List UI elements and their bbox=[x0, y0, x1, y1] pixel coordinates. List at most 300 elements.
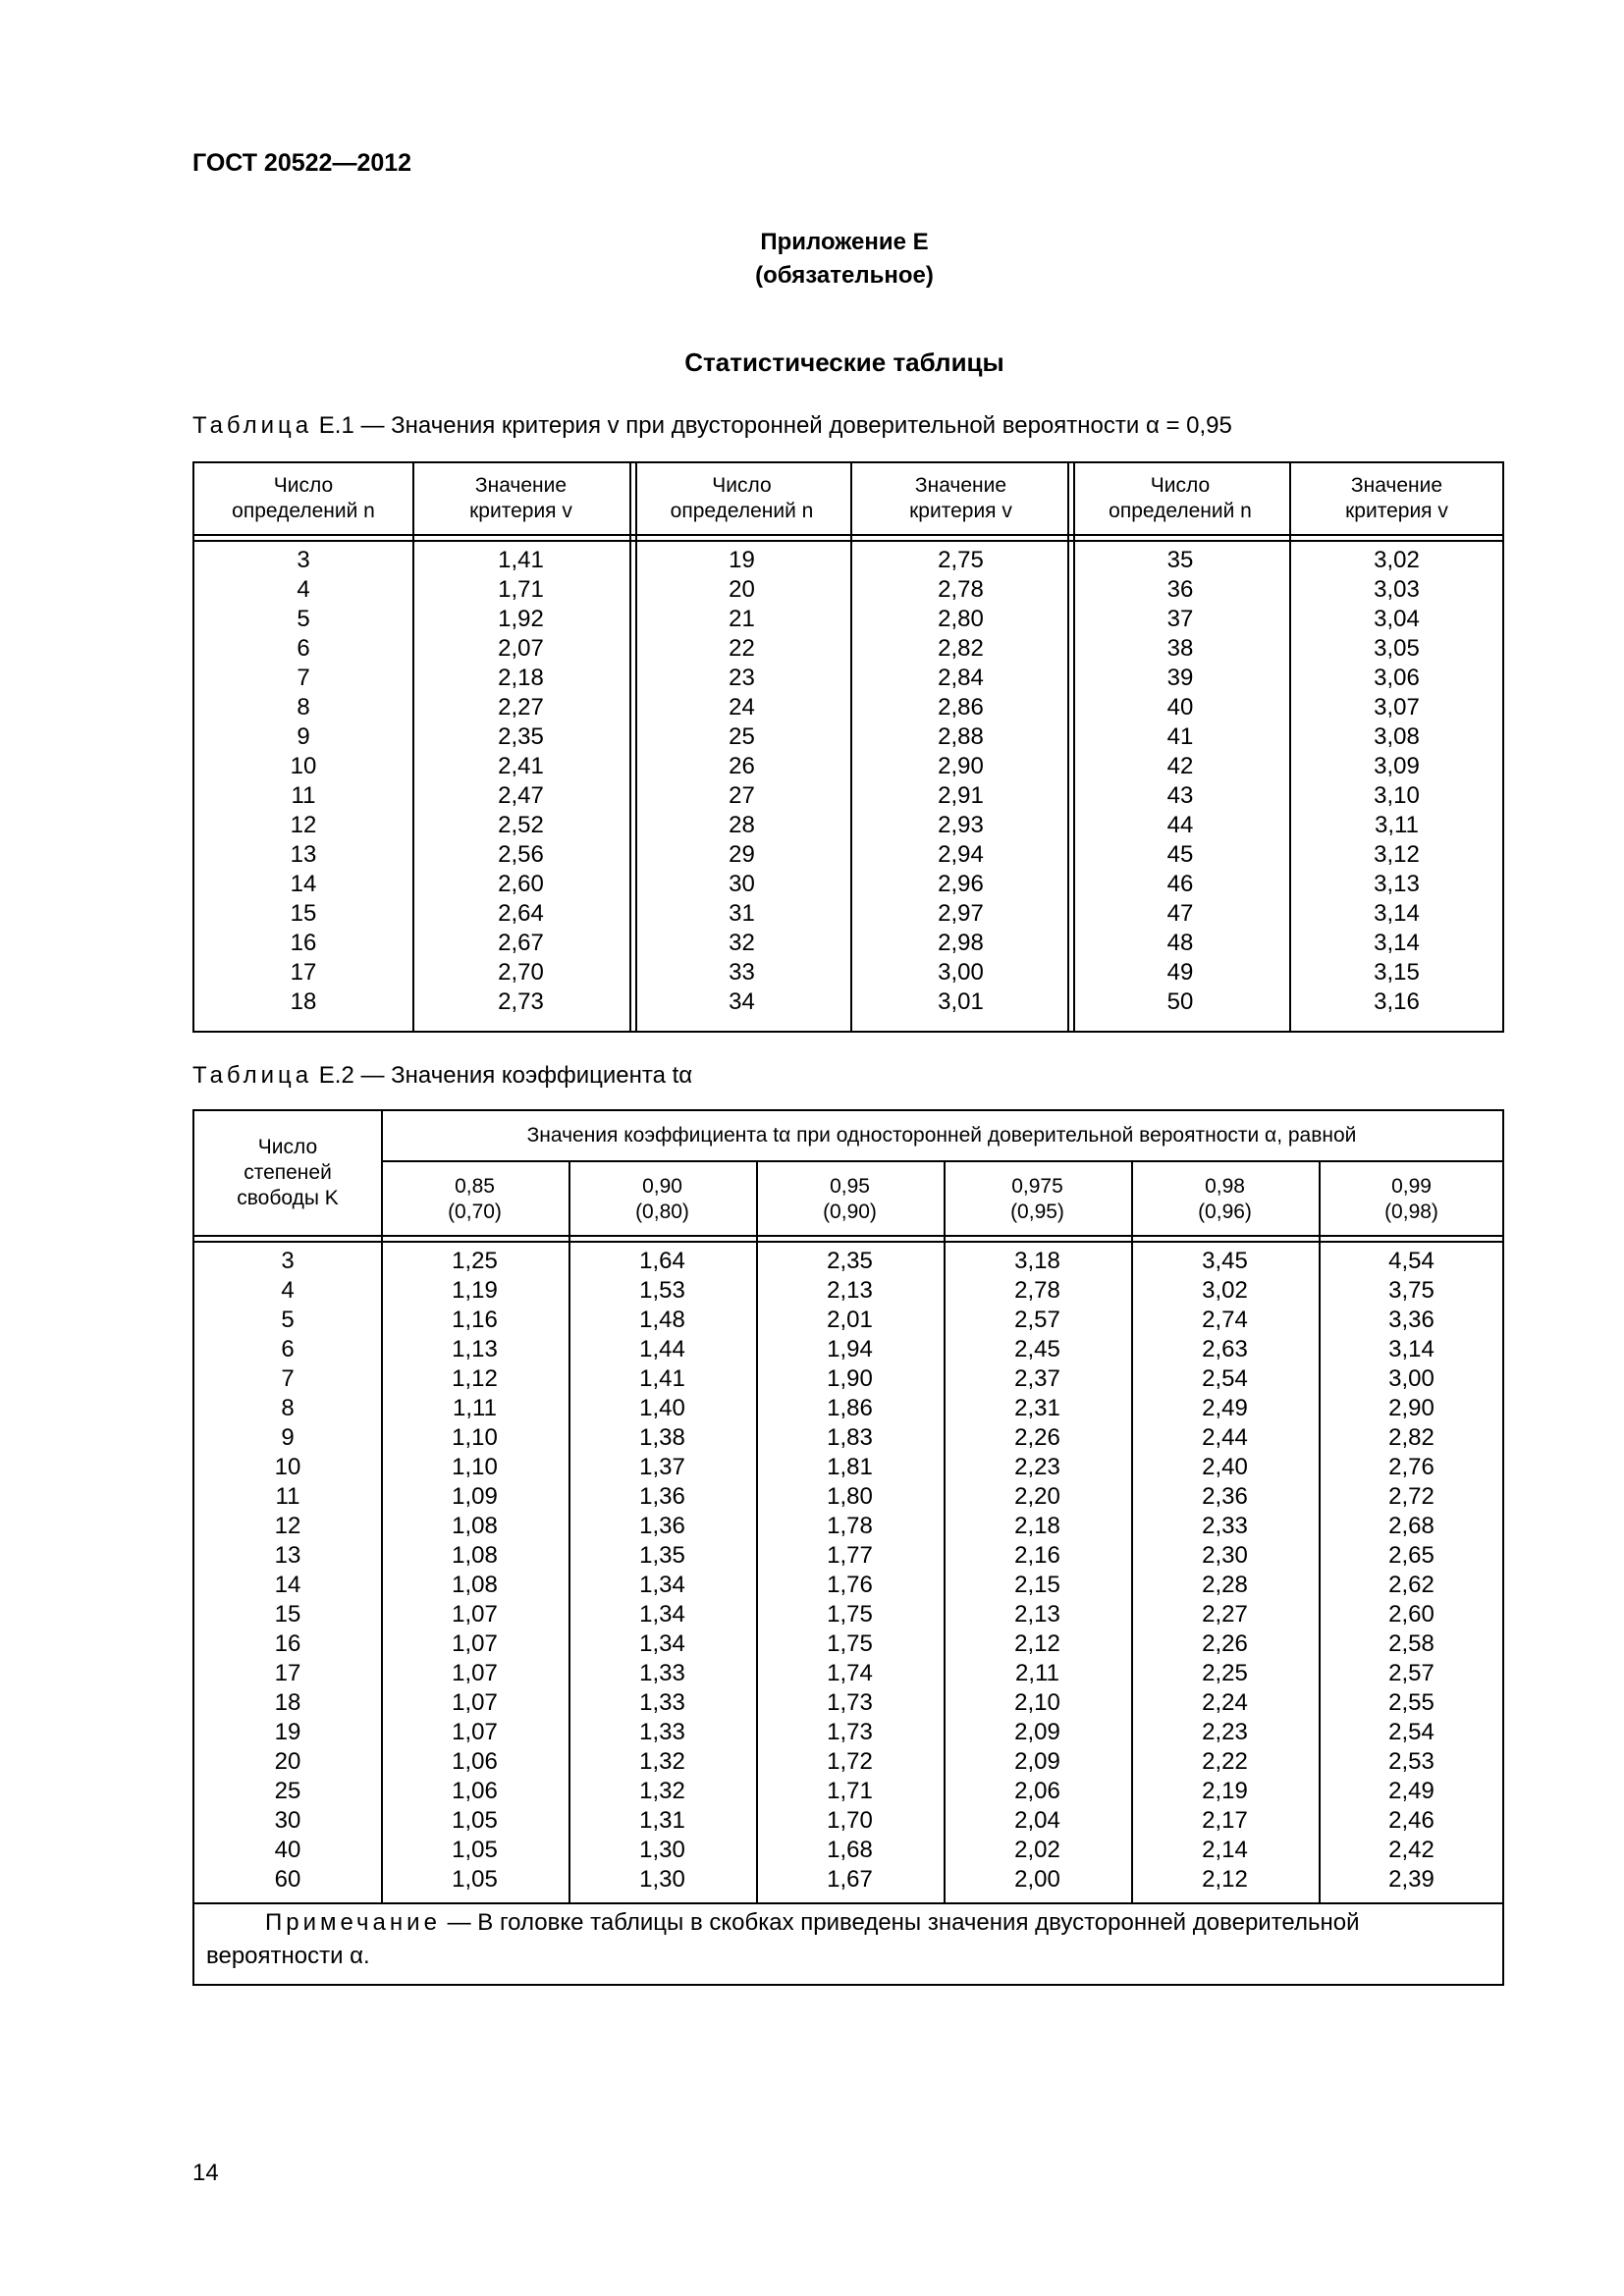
table-cell: 30 bbox=[729, 871, 755, 897]
table-cell: 1,41 bbox=[639, 1365, 685, 1392]
table-cell: 50 bbox=[1166, 988, 1194, 1015]
header-line: Значение bbox=[914, 474, 1007, 497]
table2-note bbox=[194, 1906, 1502, 1973]
table-cell: 10 bbox=[290, 753, 317, 779]
table1-header-rule bbox=[194, 534, 1502, 542]
table-cell: 3,14 bbox=[1374, 930, 1420, 956]
table-cell: 2,14 bbox=[1202, 1837, 1248, 1863]
table-cell: 2,19 bbox=[1202, 1778, 1248, 1804]
table1-column-header bbox=[194, 473, 412, 524]
table1-column-header bbox=[1071, 473, 1289, 524]
table-cell: 10 bbox=[274, 1454, 301, 1480]
table-cell: 2,84 bbox=[938, 665, 984, 691]
table-cell: 48 bbox=[1166, 930, 1194, 956]
table-cell: 2,27 bbox=[1202, 1601, 1248, 1628]
table-cell: 1,68 bbox=[827, 1837, 873, 1863]
table-cell: 3,05 bbox=[1374, 635, 1420, 662]
table-cell: 1,37 bbox=[639, 1454, 685, 1480]
table-cell: 2,64 bbox=[498, 900, 544, 927]
table-cell: 5 bbox=[297, 606, 310, 632]
table-cell: 33 bbox=[729, 959, 755, 986]
table-cell: 2,96 bbox=[938, 871, 984, 897]
header-line: Значение bbox=[1350, 474, 1443, 497]
table2-column bbox=[194, 1247, 381, 1895]
table-cell: 3,02 bbox=[1202, 1277, 1248, 1304]
table-cell: 3,45 bbox=[1202, 1248, 1248, 1274]
table-cell: 3 bbox=[281, 1248, 295, 1274]
table-cell: 1,07 bbox=[452, 1660, 498, 1686]
table-cell: 1,07 bbox=[452, 1719, 498, 1745]
table-cell: 2,15 bbox=[1014, 1572, 1060, 1598]
table-cell: 2,25 bbox=[1202, 1660, 1248, 1686]
table-cell: 25 bbox=[729, 723, 755, 750]
table-cell: 43 bbox=[1166, 782, 1194, 809]
header-line: (0,70) bbox=[448, 1201, 502, 1223]
table-cell: 2,65 bbox=[1388, 1542, 1435, 1569]
table-cell: 40 bbox=[274, 1837, 301, 1863]
table-cell: 1,06 bbox=[452, 1778, 498, 1804]
table-cell: 1,41 bbox=[498, 547, 544, 573]
table2-column bbox=[381, 1247, 568, 1895]
table-cell: 2,06 bbox=[1014, 1778, 1060, 1804]
table-cell: 49 bbox=[1166, 959, 1194, 986]
table-cell: 2,44 bbox=[1202, 1424, 1248, 1451]
table-cell: 13 bbox=[290, 841, 317, 868]
table-cell: 1,10 bbox=[452, 1424, 498, 1451]
table-cell: 2,01 bbox=[827, 1307, 873, 1333]
table-cell: 4 bbox=[297, 576, 310, 603]
table-cell: 3,04 bbox=[1374, 606, 1420, 632]
table-cell: 2,23 bbox=[1014, 1454, 1060, 1480]
table2-probability-header bbox=[944, 1174, 1131, 1225]
page-number: 14 bbox=[192, 2160, 219, 2186]
table-cell: 3,11 bbox=[1375, 812, 1419, 838]
header-line: Число bbox=[712, 474, 772, 497]
table-cell: 3,00 bbox=[1388, 1365, 1435, 1392]
table-cell: 2,90 bbox=[938, 753, 984, 779]
table-cell: 2,97 bbox=[938, 900, 984, 927]
table-cell: 2,31 bbox=[1014, 1395, 1060, 1421]
table-cell: 2,09 bbox=[1014, 1719, 1060, 1745]
table2-probability-header bbox=[568, 1174, 756, 1225]
table-cell: 17 bbox=[274, 1660, 301, 1686]
table-cell: 12 bbox=[290, 812, 317, 838]
table-cell: 2,46 bbox=[1388, 1807, 1435, 1834]
table-cell: 2,13 bbox=[1014, 1601, 1060, 1628]
table-cell: 6 bbox=[281, 1336, 295, 1362]
table-cell: 3,12 bbox=[1374, 841, 1420, 868]
table-cell: 2,12 bbox=[1202, 1866, 1248, 1893]
table-cell: 4 bbox=[281, 1277, 295, 1304]
table-cell: 2,88 bbox=[938, 723, 984, 750]
table-cell: 1,78 bbox=[827, 1513, 873, 1539]
table-cell: 2,57 bbox=[1388, 1660, 1435, 1686]
table-cell: 2,74 bbox=[1202, 1307, 1248, 1333]
table-cell: 1,32 bbox=[639, 1778, 685, 1804]
table-cell: 2,93 bbox=[938, 812, 984, 838]
table-cell: 2,35 bbox=[498, 723, 544, 750]
table-cell: 1,73 bbox=[827, 1689, 873, 1716]
table-cell: 11 bbox=[291, 782, 316, 809]
table-cell: 1,80 bbox=[827, 1483, 873, 1510]
table-cell: 2,07 bbox=[498, 635, 544, 662]
table-cell: 26 bbox=[729, 753, 755, 779]
table-cell: 7 bbox=[281, 1365, 295, 1392]
table-cell: 13 bbox=[274, 1542, 301, 1569]
table-cell: 2,91 bbox=[938, 782, 984, 809]
table-cell: 24 bbox=[729, 694, 755, 721]
table-cell: 1,07 bbox=[452, 1630, 498, 1657]
table-cell: 30 bbox=[274, 1807, 301, 1834]
header-line: критерия v bbox=[909, 500, 1012, 522]
table-cell: 1,71 bbox=[827, 1778, 873, 1804]
table-cell: 2,72 bbox=[1388, 1483, 1435, 1510]
table-cell: 2,37 bbox=[1014, 1365, 1060, 1392]
table-cell: 2,98 bbox=[938, 930, 984, 956]
table1-caption-text: Е.1 — Значения критерия v при двусторонней доверительной вероятности α = 0,95 bbox=[318, 412, 1232, 439]
table-cell: 2,42 bbox=[1388, 1837, 1435, 1863]
table-cell: 1,92 bbox=[498, 606, 544, 632]
table-cell: 1,71 bbox=[498, 576, 544, 603]
table-cell: 2,26 bbox=[1014, 1424, 1060, 1451]
table-cell: 3,02 bbox=[1374, 547, 1420, 573]
table2-row-header bbox=[194, 1135, 381, 1211]
table-cell: 3,14 bbox=[1374, 900, 1420, 927]
table-cell: 2,49 bbox=[1388, 1778, 1435, 1804]
table2-header-rule bbox=[194, 1235, 1502, 1243]
table-cell: 1,64 bbox=[639, 1248, 685, 1274]
table-cell: 15 bbox=[290, 900, 317, 927]
table-cell: 15 bbox=[274, 1601, 301, 1628]
table2-probability-header bbox=[756, 1174, 944, 1225]
table1-column-header bbox=[850, 473, 1071, 524]
table-cell: 2,45 bbox=[1014, 1336, 1060, 1362]
table-cell: 1,83 bbox=[827, 1424, 873, 1451]
table-cell: 47 bbox=[1166, 900, 1194, 927]
annex-status: (обязательное) bbox=[755, 262, 934, 289]
table-cell: 1,19 bbox=[452, 1277, 498, 1304]
header-line: определений n bbox=[1109, 500, 1252, 522]
table-cell: 3,03 bbox=[1374, 576, 1420, 603]
header-line: 0,975 bbox=[1011, 1175, 1063, 1198]
table2-column bbox=[944, 1247, 1131, 1895]
table-cell: 14 bbox=[290, 871, 317, 897]
table-cell: 2,35 bbox=[827, 1248, 873, 1274]
table1-column-header bbox=[1289, 473, 1504, 524]
table-cell: 1,11 bbox=[453, 1395, 497, 1421]
header-line: (0,98) bbox=[1384, 1201, 1438, 1223]
table-cell: 27 bbox=[729, 782, 755, 809]
table-cell: 1,53 bbox=[639, 1277, 685, 1304]
table-cell: 8 bbox=[297, 694, 310, 721]
table-cell: 1,13 bbox=[452, 1336, 498, 1362]
table-cell: 3,07 bbox=[1374, 694, 1420, 721]
table-cell: 1,07 bbox=[452, 1689, 498, 1716]
header-line: Число bbox=[1150, 474, 1211, 497]
table-cell: 1,08 bbox=[452, 1542, 498, 1569]
row-header-line: свободы K bbox=[237, 1187, 339, 1209]
header-line: 0,95 bbox=[830, 1175, 870, 1198]
row-header-line: степеней bbox=[244, 1161, 332, 1184]
table1-column bbox=[1071, 546, 1289, 1017]
table-cell: 1,33 bbox=[639, 1719, 685, 1745]
table-cell: 2,00 bbox=[1014, 1866, 1060, 1893]
table-cell: 2,18 bbox=[1014, 1513, 1060, 1539]
table-cell: 28 bbox=[729, 812, 755, 838]
annex-title: Приложение Е bbox=[760, 229, 929, 255]
table-cell: 38 bbox=[1166, 635, 1194, 662]
table-cell: 3,14 bbox=[1388, 1336, 1435, 1362]
table-cell: 31 bbox=[729, 900, 755, 927]
table-cell: 3,18 bbox=[1014, 1248, 1060, 1274]
table-cell: 60 bbox=[274, 1866, 301, 1893]
note-word: Примечание bbox=[265, 1909, 441, 1936]
table-cell: 3,15 bbox=[1374, 959, 1420, 986]
table-cell: 1,09 bbox=[452, 1483, 498, 1510]
table-cell: 5 bbox=[281, 1307, 295, 1333]
table2-group-rule bbox=[381, 1160, 1502, 1162]
table-cell: 25 bbox=[274, 1778, 301, 1804]
table2-probability-header bbox=[381, 1174, 568, 1225]
table-cell: 1,74 bbox=[827, 1660, 873, 1686]
table2-group-header: Значения коэффициента tα при односторонней доверительной вероятности α, равной bbox=[526, 1124, 1357, 1147]
table-cell: 39 bbox=[1166, 665, 1194, 691]
table-cell: 2,33 bbox=[1202, 1513, 1248, 1539]
table2-note-rule bbox=[194, 1902, 1502, 1904]
table-cell: 2,20 bbox=[1014, 1483, 1060, 1510]
table-cell: 2,60 bbox=[498, 871, 544, 897]
table-cell: 2,09 bbox=[1014, 1748, 1060, 1775]
header-line: критерия v bbox=[469, 500, 572, 522]
table-cell: 3 bbox=[297, 547, 310, 573]
table-cell: 2,24 bbox=[1202, 1689, 1248, 1716]
header-line: Число bbox=[273, 474, 334, 497]
table-cell: 44 bbox=[1166, 812, 1194, 838]
header-line: Значение bbox=[474, 474, 568, 497]
table1-caption-word: Таблица bbox=[192, 412, 313, 439]
table-cell: 2,17 bbox=[1202, 1807, 1248, 1834]
table-cell: 8 bbox=[281, 1395, 295, 1421]
table-cell: 2,11 bbox=[1015, 1660, 1059, 1686]
table-cell: 2,27 bbox=[498, 694, 544, 721]
table2-column bbox=[1319, 1247, 1504, 1895]
table-cell: 3,08 bbox=[1374, 723, 1420, 750]
table-cell: 45 bbox=[1166, 841, 1194, 868]
table-cell: 2,90 bbox=[1388, 1395, 1435, 1421]
table-cell: 19 bbox=[729, 547, 755, 573]
note-text: — В головке таблицы в скобках приведены значения двусторонней доверительной вероятности α. bbox=[206, 1909, 1360, 1969]
table-cell: 1,07 bbox=[452, 1601, 498, 1628]
table-cell: 2,02 bbox=[1014, 1837, 1060, 1863]
table-cell: 1,35 bbox=[639, 1542, 685, 1569]
table-cell: 20 bbox=[729, 576, 755, 603]
table-cell: 40 bbox=[1166, 694, 1194, 721]
table-cell: 1,10 bbox=[452, 1454, 498, 1480]
table2-caption-text: Е.2 — Значения коэффициента tα bbox=[318, 1062, 693, 1089]
table-cell: 1,25 bbox=[452, 1248, 498, 1274]
table-cell: 3,75 bbox=[1388, 1277, 1435, 1304]
table1-column bbox=[633, 546, 850, 1017]
table-cell: 2,86 bbox=[938, 694, 984, 721]
table-cell: 2,67 bbox=[498, 930, 544, 956]
header-line: определений n bbox=[232, 500, 375, 522]
table-cell: 2,70 bbox=[498, 959, 544, 986]
table1-column bbox=[194, 546, 412, 1017]
table-cell: 1,40 bbox=[639, 1395, 685, 1421]
table-cell: 2,63 bbox=[1202, 1336, 1248, 1362]
table-cell: 2,56 bbox=[498, 841, 544, 868]
table-cell: 1,48 bbox=[639, 1307, 685, 1333]
table-cell: 2,13 bbox=[827, 1277, 873, 1304]
table-cell: 1,34 bbox=[639, 1601, 685, 1628]
table-cell: 1,05 bbox=[452, 1837, 498, 1863]
table-cell: 35 bbox=[1166, 547, 1194, 573]
table-cell: 2,54 bbox=[1388, 1719, 1435, 1745]
table-cell: 2,23 bbox=[1202, 1719, 1248, 1745]
table-cell: 18 bbox=[274, 1689, 301, 1716]
table2-probability-header bbox=[1319, 1174, 1504, 1225]
table-cell: 41 bbox=[1166, 723, 1194, 750]
table-cell: 2,76 bbox=[1388, 1454, 1435, 1480]
table-cell: 1,31 bbox=[639, 1807, 685, 1834]
table-cell: 2,30 bbox=[1202, 1542, 1248, 1569]
table-cell: 16 bbox=[290, 930, 317, 956]
table-cell: 1,90 bbox=[827, 1365, 873, 1392]
table-cell: 2,54 bbox=[1202, 1365, 1248, 1392]
table2 bbox=[192, 1109, 1504, 1986]
table-cell: 42 bbox=[1166, 753, 1194, 779]
table1-column bbox=[412, 546, 629, 1017]
table-cell: 2,12 bbox=[1014, 1630, 1060, 1657]
table-cell: 3,06 bbox=[1374, 665, 1420, 691]
table-cell: 2,58 bbox=[1388, 1630, 1435, 1657]
table-cell: 11 bbox=[275, 1483, 300, 1510]
table-cell: 1,16 bbox=[452, 1307, 498, 1333]
header-line: 0,98 bbox=[1205, 1175, 1245, 1198]
table-cell: 2,82 bbox=[1388, 1424, 1435, 1451]
table-cell: 2,39 bbox=[1388, 1866, 1435, 1893]
table-cell: 2,73 bbox=[498, 988, 544, 1015]
table2-column bbox=[756, 1247, 944, 1895]
table-cell: 3,36 bbox=[1388, 1307, 1435, 1333]
table-cell: 1,94 bbox=[827, 1336, 873, 1362]
table-cell: 1,36 bbox=[639, 1513, 685, 1539]
header-line: критерия v bbox=[1345, 500, 1448, 522]
table-cell: 16 bbox=[274, 1630, 301, 1657]
table-cell: 1,38 bbox=[639, 1424, 685, 1451]
table-cell: 1,77 bbox=[827, 1542, 873, 1569]
table-cell: 2,68 bbox=[1388, 1513, 1435, 1539]
table-cell: 1,32 bbox=[639, 1748, 685, 1775]
table-cell: 2,52 bbox=[498, 812, 544, 838]
table-cell: 23 bbox=[729, 665, 755, 691]
table-cell: 2,82 bbox=[938, 635, 984, 662]
table-cell: 2,53 bbox=[1388, 1748, 1435, 1775]
table-cell: 2,78 bbox=[1014, 1277, 1060, 1304]
table-cell: 1,81 bbox=[827, 1454, 873, 1480]
table-cell: 1,05 bbox=[452, 1807, 498, 1834]
table-cell: 1,76 bbox=[827, 1572, 873, 1598]
header-line: (0,96) bbox=[1198, 1201, 1252, 1223]
table1-column-header bbox=[633, 473, 850, 524]
table-cell: 3,13 bbox=[1374, 871, 1420, 897]
table-cell: 3,16 bbox=[1374, 988, 1420, 1015]
table-cell: 1,08 bbox=[452, 1513, 498, 1539]
table-cell: 4,54 bbox=[1388, 1248, 1435, 1274]
table-cell: 2,80 bbox=[938, 606, 984, 632]
header-line: определений n bbox=[670, 500, 814, 522]
table-cell: 22 bbox=[729, 635, 755, 662]
table-cell: 2,49 bbox=[1202, 1395, 1248, 1421]
table1 bbox=[192, 461, 1504, 1033]
table-cell: 1,75 bbox=[827, 1630, 873, 1657]
table2-column bbox=[568, 1247, 756, 1895]
table-cell: 2,78 bbox=[938, 576, 984, 603]
table-cell: 1,34 bbox=[639, 1572, 685, 1598]
table-cell: 1,05 bbox=[452, 1866, 498, 1893]
table1-caption bbox=[192, 412, 1232, 440]
table2-column bbox=[1131, 1247, 1319, 1895]
table-cell: 12 bbox=[274, 1513, 301, 1539]
standard-designation: ГОСТ 20522—2012 bbox=[192, 149, 412, 177]
table-cell: 2,75 bbox=[938, 547, 984, 573]
table-cell: 7 bbox=[297, 665, 310, 691]
table-cell: 14 bbox=[274, 1572, 301, 1598]
table-cell: 6 bbox=[297, 635, 310, 662]
table-cell: 3,00 bbox=[938, 959, 984, 986]
table2-probability-header bbox=[1131, 1174, 1319, 1225]
row-header-line: Число bbox=[257, 1136, 318, 1158]
table-cell: 2,22 bbox=[1202, 1748, 1248, 1775]
table-cell: 18 bbox=[290, 988, 317, 1015]
table-cell: 34 bbox=[729, 988, 755, 1015]
table-cell: 2,40 bbox=[1202, 1454, 1248, 1480]
table-cell: 1,75 bbox=[827, 1601, 873, 1628]
table-cell: 20 bbox=[274, 1748, 301, 1775]
table2-caption-word: Таблица bbox=[192, 1062, 313, 1089]
table-cell: 2,62 bbox=[1388, 1572, 1435, 1598]
table-cell: 2,18 bbox=[498, 665, 544, 691]
table-cell: 1,08 bbox=[452, 1572, 498, 1598]
header-line: 0,90 bbox=[642, 1175, 682, 1198]
table2-caption bbox=[192, 1062, 692, 1090]
table-cell: 2,57 bbox=[1014, 1307, 1060, 1333]
table-cell: 2,94 bbox=[938, 841, 984, 868]
table-cell: 1,73 bbox=[827, 1719, 873, 1745]
table-cell: 36 bbox=[1166, 576, 1194, 603]
table-cell: 1,33 bbox=[639, 1660, 685, 1686]
table-cell: 2,41 bbox=[498, 753, 544, 779]
table-cell: 1,12 bbox=[452, 1365, 498, 1392]
table-cell: 19 bbox=[274, 1719, 301, 1745]
header-line: (0,80) bbox=[635, 1201, 689, 1223]
table-cell: 1,34 bbox=[639, 1630, 685, 1657]
table-cell: 3,01 bbox=[938, 988, 984, 1015]
table-cell: 2,26 bbox=[1202, 1630, 1248, 1657]
table-cell: 2,16 bbox=[1014, 1542, 1060, 1569]
table-cell: 2,47 bbox=[498, 782, 544, 809]
table-cell: 1,86 bbox=[827, 1395, 873, 1421]
table-cell: 2,28 bbox=[1202, 1572, 1248, 1598]
table-cell: 29 bbox=[729, 841, 755, 868]
table-cell: 2,60 bbox=[1388, 1601, 1435, 1628]
table-cell: 1,44 bbox=[639, 1336, 685, 1362]
header-line: 0,85 bbox=[455, 1175, 495, 1198]
table-cell: 3,09 bbox=[1374, 753, 1420, 779]
table-cell: 1,30 bbox=[639, 1837, 685, 1863]
table-cell: 2,10 bbox=[1014, 1689, 1060, 1716]
table1-column bbox=[1289, 546, 1504, 1017]
